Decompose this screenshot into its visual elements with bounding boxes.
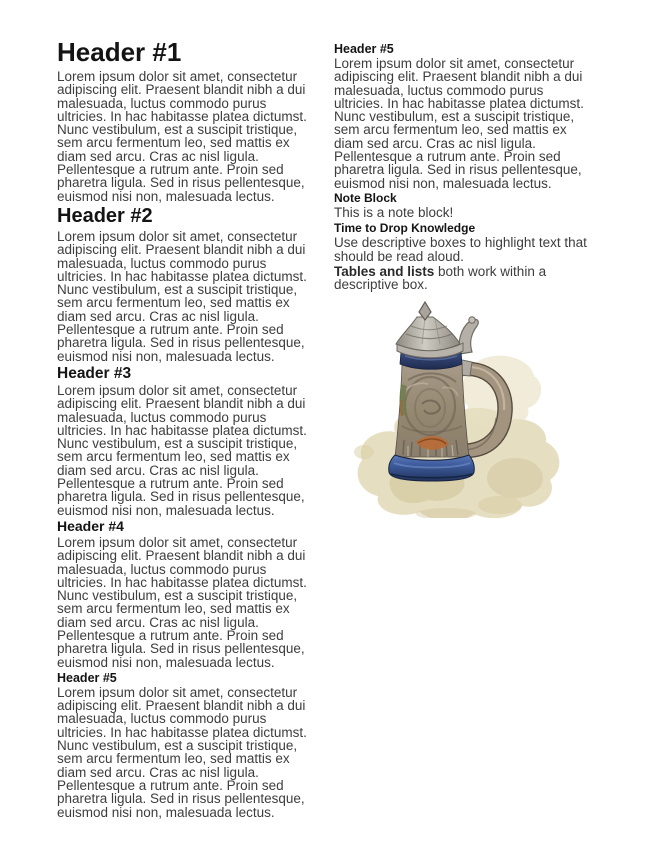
paragraph: Lorem ipsum dolor sit amet, consectetur adipiscing elit. Praesent blandit nibh a dui malesuada, luctus commodo purus ultricies. In hac habitasse platea dictumst. Nunc vestibulum, est a suscipit tristique, sem arcu fermentum leo, sed mattis ex diam sed arcu. Cras ac nisl ligula. Pellentesque a rutrum ante. Proin sed pharetra ligula. Sed in risus pellentesque, euismod nisi non, malesuada lectus. bbox=[334, 56, 584, 191]
tables-lists-bold: Tables and lists bbox=[334, 263, 435, 279]
paragraph: Lorem ipsum dolor sit amet, consectetur adipiscing elit. Praesent blandit nibh a dui malesuada, luctus commodo purus ultricies. In hac habitasse platea dictumst. Nunc vestibulum, est a suscipit tristique, sem arcu fermentum leo, sed mattis ex diam sed arcu. Cras ac nisl ligula. Pellentesque a rutrum ante. Proin sed pharetra ligula. Sed in risus pellentesque, euismod nisi non, malesuada lectus. bbox=[57, 534, 307, 670]
paragraph: Lorem ipsum dolor sit amet, consectetur adipiscing elit. Praesent blandit nibh a dui malesuada, luctus commodo purus ultricies. In hac habitasse platea dictumst. Nunc vestibulum, est a suscipit tristique, sem arcu fermentum leo, sed mattis ex diam sed arcu. Cras ac nisl ligula. Pellentesque a rutrum ante. Proin sed pharetra ligula. Sed in risus pellentesque, euismod nisi non, malesuada lectus. bbox=[57, 382, 307, 518]
beer-stein-illustration bbox=[350, 300, 562, 518]
note-block-heading: Note Block bbox=[334, 190, 397, 205]
stein-body bbox=[395, 364, 469, 457]
paragraph: Lorem ipsum dolor sit amet, consectetur adipiscing elit. Praesent blandit nibh a dui malesuada, luctus commodo purus ultricies. In hac habitasse platea dictumst. Nunc vestibulum, est a suscipit tristique, sem arcu fermentum leo, sed mattis ex diam sed arcu. Cras ac nisl ligula. Pellentesque a rutrum ante. Proin sed pharetra ligula. Sed in risus pellentesque, euismod nisi non, malesuada lectus. bbox=[57, 69, 307, 204]
note-block-text: This is a note block! bbox=[334, 205, 454, 221]
tables-lists-paragraph bbox=[334, 265, 594, 292]
knowledge-text: Use descriptive boxes to highlight text that should be read aloud. bbox=[334, 235, 587, 264]
paragraph: Lorem ipsum dolor sit amet, consectetur adipiscing elit. Praesent blandit nibh a dui malesuada, luctus commodo purus ultricies. In hac habitasse platea dictumst. Nunc vestibulum, est a suscipit tristique, sem arcu fermentum leo, sed mattis ex diam sed arcu. Cras ac nisl ligula. Pellentesque a rutrum ante. Proin sed pharetra ligula. Sed in risus pellentesque, euismod nisi non, malesuada lectus. bbox=[57, 228, 307, 364]
header-5-right: Header #5 bbox=[334, 42, 394, 56]
header-2: Header #2 bbox=[57, 204, 153, 227]
knowledge-heading: Time to Drop Knowledge bbox=[334, 220, 476, 235]
header-3: Header #3 bbox=[57, 364, 132, 382]
right-column bbox=[334, 40, 594, 293]
left-column bbox=[57, 38, 311, 821]
header-5: Header #5 bbox=[57, 670, 117, 685]
beer-stein-svg bbox=[350, 300, 562, 518]
header-4: Header #4 bbox=[57, 517, 124, 534]
header-1: Header #1 bbox=[57, 37, 182, 67]
paragraph: Lorem ipsum dolor sit amet, consectetur adipiscing elit. Praesent blandit nibh a dui malesuada, luctus commodo purus ultricies. In hac habitasse platea dictumst. Nunc vestibulum, est a suscipit tristique, sem arcu fermentum leo, sed mattis ex diam sed arcu. Cras ac nisl ligula. Pellentesque a rutrum ante. Proin sed pharetra ligula. Sed in risus pellentesque, euismod nisi non, malesuada lectus. bbox=[57, 684, 307, 820]
stein-lid bbox=[396, 317, 460, 351]
tables-lists-rest: both work within a descriptive box. bbox=[334, 263, 547, 293]
